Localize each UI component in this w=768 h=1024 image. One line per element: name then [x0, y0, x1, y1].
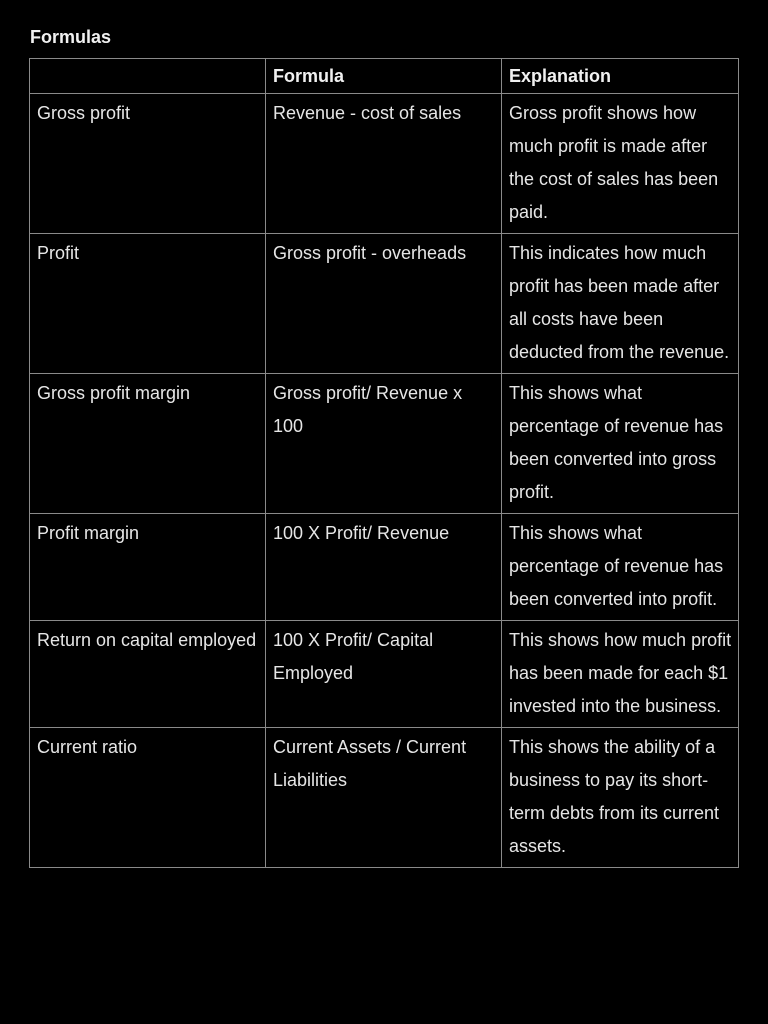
row-name-cell: Profit	[30, 234, 266, 374]
row-formula-cell: 100 X Profit/ Revenue	[266, 514, 502, 621]
table-row	[30, 234, 739, 374]
row-name-cell: Gross profit	[30, 94, 266, 234]
row-explanation-cell: This shows how much profit has been made for each $1 invested into the business.	[502, 621, 739, 728]
table-row	[30, 374, 739, 514]
row-formula-cell: Current Assets / Current Liabilities	[266, 728, 502, 868]
row-name-cell: Return on capital employed	[30, 621, 266, 728]
table-row	[30, 94, 739, 234]
row-explanation-cell: This shows what percentage of revenue has been converted into gross profit.	[502, 374, 739, 514]
column-header-name	[30, 59, 266, 94]
row-explanation-cell: Gross profit shows how much profit is made after the cost of sales has been paid.	[502, 94, 739, 234]
row-formula-cell: Gross profit - overheads	[266, 234, 502, 374]
row-explanation-cell: This indicates how much profit has been made after all costs have been deducted from the revenue.	[502, 234, 739, 374]
column-header-explanation: Explanation	[502, 59, 739, 94]
row-explanation-cell: This shows the ability of a business to pay its short-term debts from its current assets.	[502, 728, 739, 868]
row-explanation-cell: This shows what percentage of revenue has been converted into profit.	[502, 514, 739, 621]
row-formula-cell: Gross profit/ Revenue x 100	[266, 374, 502, 514]
table-row	[30, 728, 739, 868]
row-name-cell: Current ratio	[30, 728, 266, 868]
row-formula-cell: Revenue - cost of sales	[266, 94, 502, 234]
column-header-formula: Formula	[266, 59, 502, 94]
row-name-cell: Gross profit margin	[30, 374, 266, 514]
table-row	[30, 621, 739, 728]
row-name-cell: Profit margin	[30, 514, 266, 621]
row-formula-cell: 100 X Profit/ Capital Employed	[266, 621, 502, 728]
page-title: Formulas	[30, 27, 112, 47]
table-header-row	[30, 59, 739, 94]
table-row	[30, 514, 739, 621]
formulas-table	[29, 58, 739, 868]
